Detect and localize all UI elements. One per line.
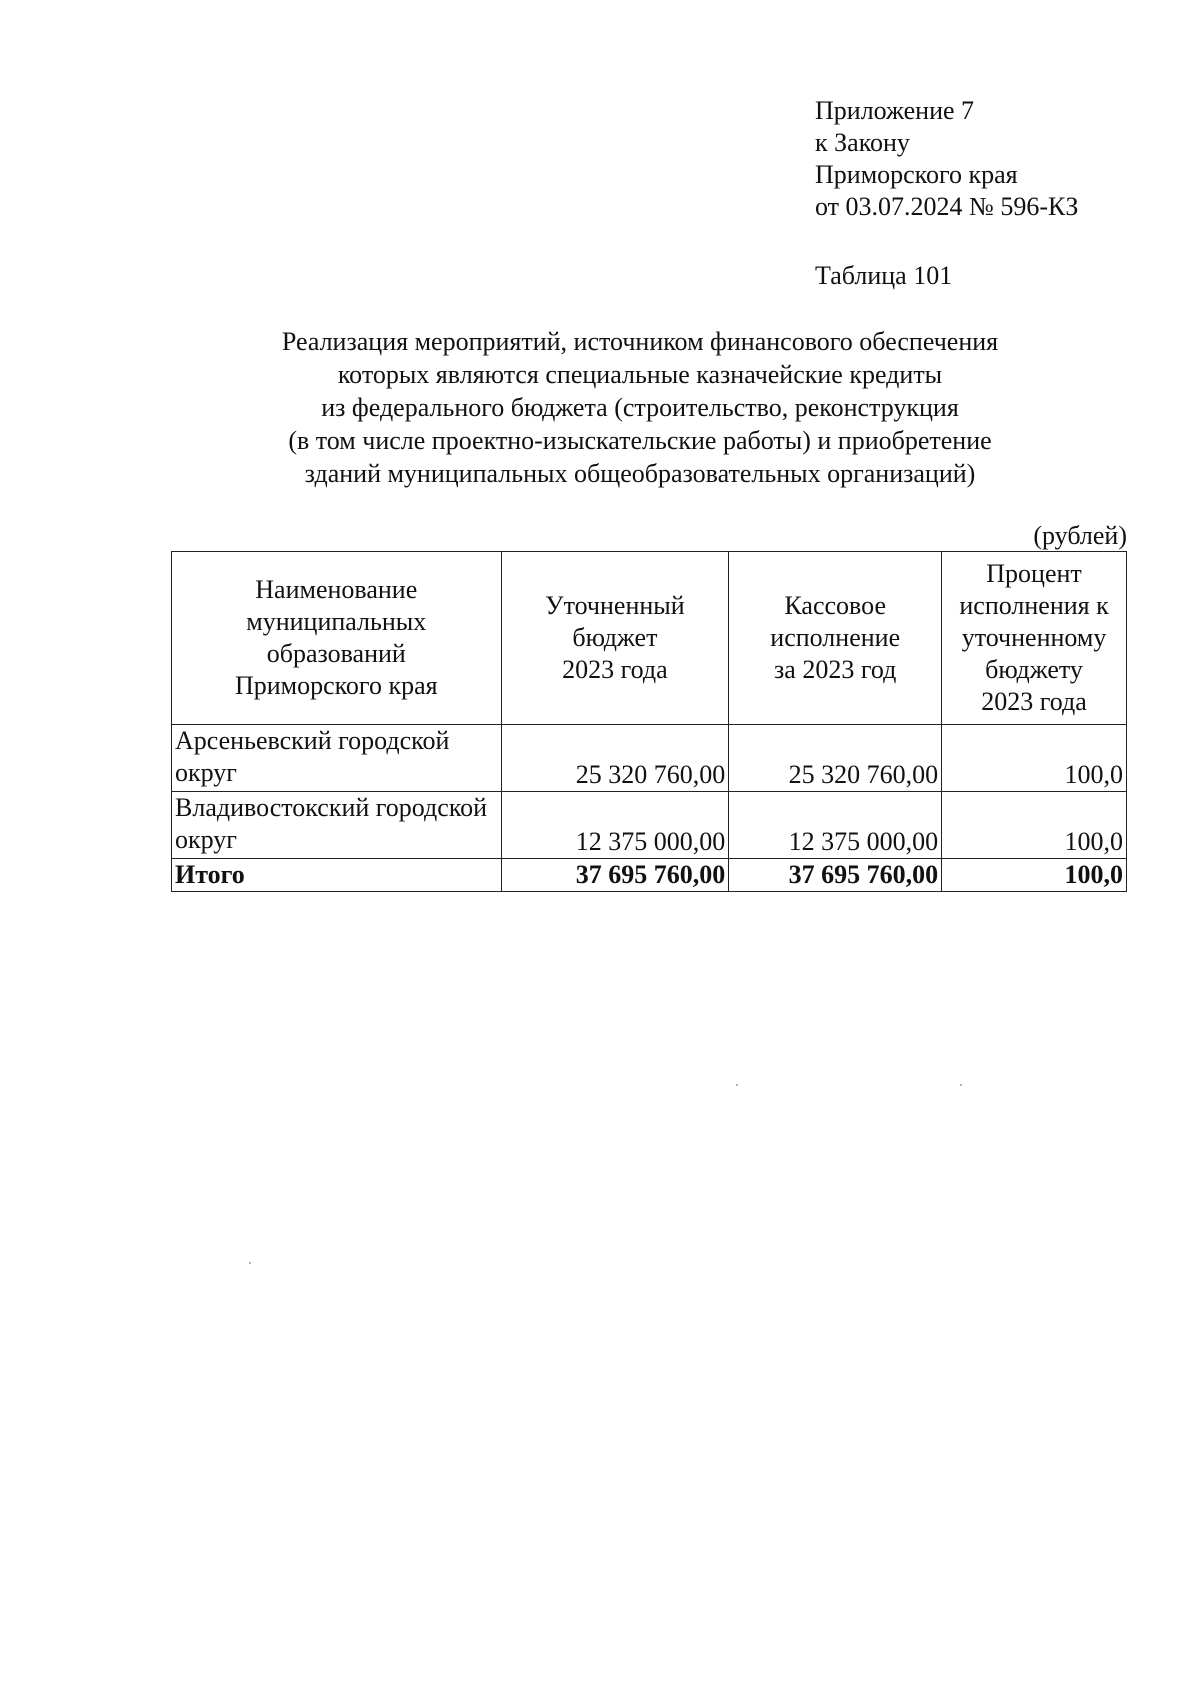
header-line: исполнение	[770, 623, 901, 652]
budget-table	[171, 551, 1127, 892]
title-line: из федерального бюджета (строительство, реконструкция	[321, 393, 959, 422]
table-row	[172, 725, 1127, 792]
appendix-line: от 03.07.2024 № 596-КЗ	[815, 192, 1079, 221]
header-budget	[501, 552, 729, 725]
header-line: за 2023 год	[774, 655, 897, 684]
header-line: исполнения к	[959, 591, 1109, 620]
total-row	[172, 859, 1127, 892]
table-number: Таблица 101	[815, 261, 953, 290]
total-label: Итого	[172, 859, 502, 892]
header-percent	[942, 552, 1127, 725]
header-line: 2023 года	[981, 687, 1087, 716]
title-line: которых являются специальные казначейские кредиты	[337, 360, 943, 389]
percent-cell: 100,0	[942, 725, 1127, 792]
header-line: бюджету	[985, 655, 1083, 684]
budget-cell: 25 320 760,00	[501, 725, 729, 792]
appendix-line: к Закону	[815, 128, 910, 157]
scan-speck	[960, 1084, 962, 1086]
title-line: (в том числе проектно-изыскательские работы) и приобретение	[288, 426, 992, 455]
header-line: Наименование	[255, 575, 418, 604]
appendix-line: Приложение 7	[815, 96, 975, 125]
cash-cell: 25 320 760,00	[729, 725, 942, 792]
scan-speck	[249, 1262, 251, 1264]
header-line: Кассовое	[784, 591, 886, 620]
header-line: муниципальных	[246, 607, 427, 636]
appendix-reference	[815, 95, 1078, 223]
percent-cell: 100,0	[942, 792, 1127, 859]
municipality-cell: Владивостокский городской округ	[172, 792, 502, 859]
header-line: 2023 года	[562, 655, 668, 684]
header-line: Приморского края	[234, 671, 438, 700]
units-label: (рублей)	[1033, 521, 1127, 550]
total-budget: 37 695 760,00	[501, 859, 729, 892]
table-row	[172, 792, 1127, 859]
header-line: Уточненный	[545, 591, 685, 620]
header-cash-execution	[729, 552, 942, 725]
header-line: образований	[266, 639, 406, 668]
table-header-row	[172, 552, 1127, 725]
title-line: Реализация мероприятий, источником финансового обеспечения	[281, 327, 999, 356]
appendix-line: Приморского края	[815, 160, 1018, 189]
total-cash: 37 695 760,00	[729, 859, 942, 892]
budget-cell: 12 375 000,00	[501, 792, 729, 859]
title-line: зданий муниципальных общеобразовательных организаций)	[304, 459, 976, 488]
header-line: Процент	[986, 559, 1082, 588]
header-line: уточненному	[961, 623, 1107, 652]
municipality-cell: Арсеньевский городской округ	[172, 725, 502, 792]
total-percent: 100,0	[942, 859, 1127, 892]
header-municipality	[172, 552, 502, 725]
document-title	[170, 325, 1110, 490]
cash-cell: 12 375 000,00	[729, 792, 942, 859]
scan-speck	[736, 1084, 738, 1086]
header-line: бюджет	[572, 623, 658, 652]
